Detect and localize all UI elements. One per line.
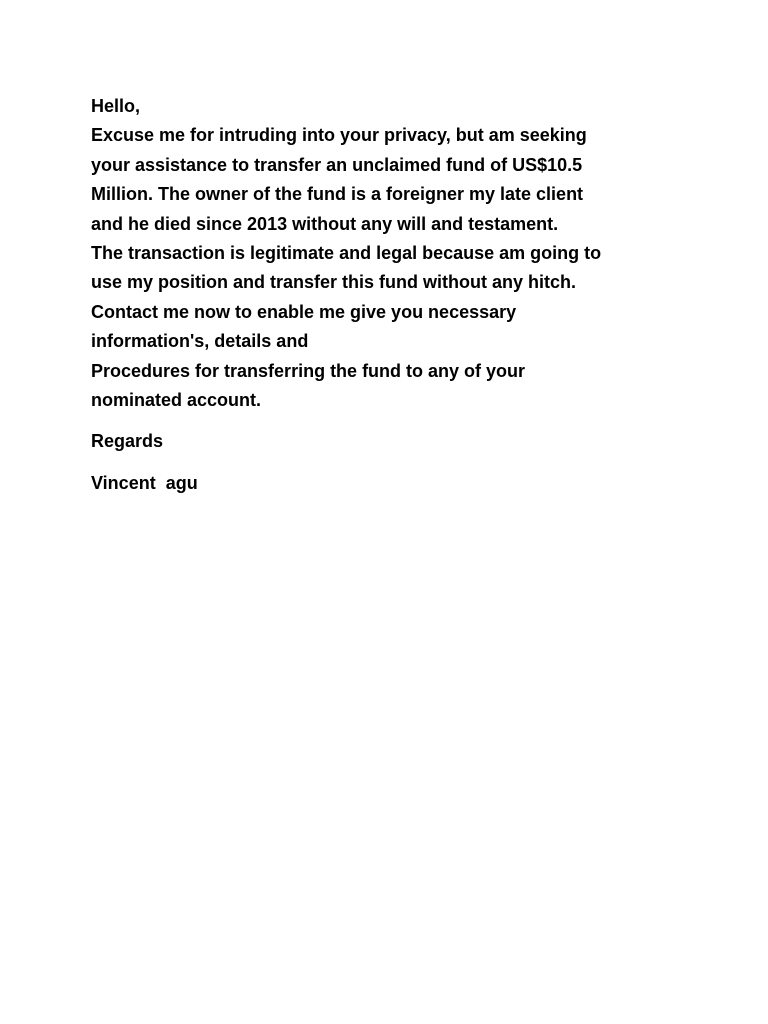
letter-body-line: Excuse me for intruding into your privacy, but am seeking: [91, 125, 587, 146]
letter-body-line: Million. The owner of the fund is a foreigner my late client: [91, 184, 584, 205]
letter-body-line: Contact me now to enable me give you necessary: [91, 301, 517, 322]
letter-signature: Vincent agu: [91, 472, 198, 493]
letter-closing: Regards: [91, 431, 164, 452]
letter-body-line: information's, details and: [91, 331, 309, 352]
letter-greeting: Hello,: [91, 96, 141, 116]
letter-body-line: and he died since 2013 without any will and testament.: [91, 213, 559, 234]
letter-body-line: Procedures for transferring the fund to any of your: [91, 360, 526, 381]
letter-document: [91, 92, 751, 498]
letter-body: [91, 121, 751, 415]
letter-body-line: your assistance to transfer an unclaimed fund of US$10.5: [91, 154, 583, 175]
letter-body-line: use my position and transfer this fund without any hitch.: [91, 272, 577, 293]
letter-body-line: The transaction is legitimate and legal because am going to: [91, 242, 602, 263]
letter-body-line: nominated account.: [91, 389, 262, 410]
